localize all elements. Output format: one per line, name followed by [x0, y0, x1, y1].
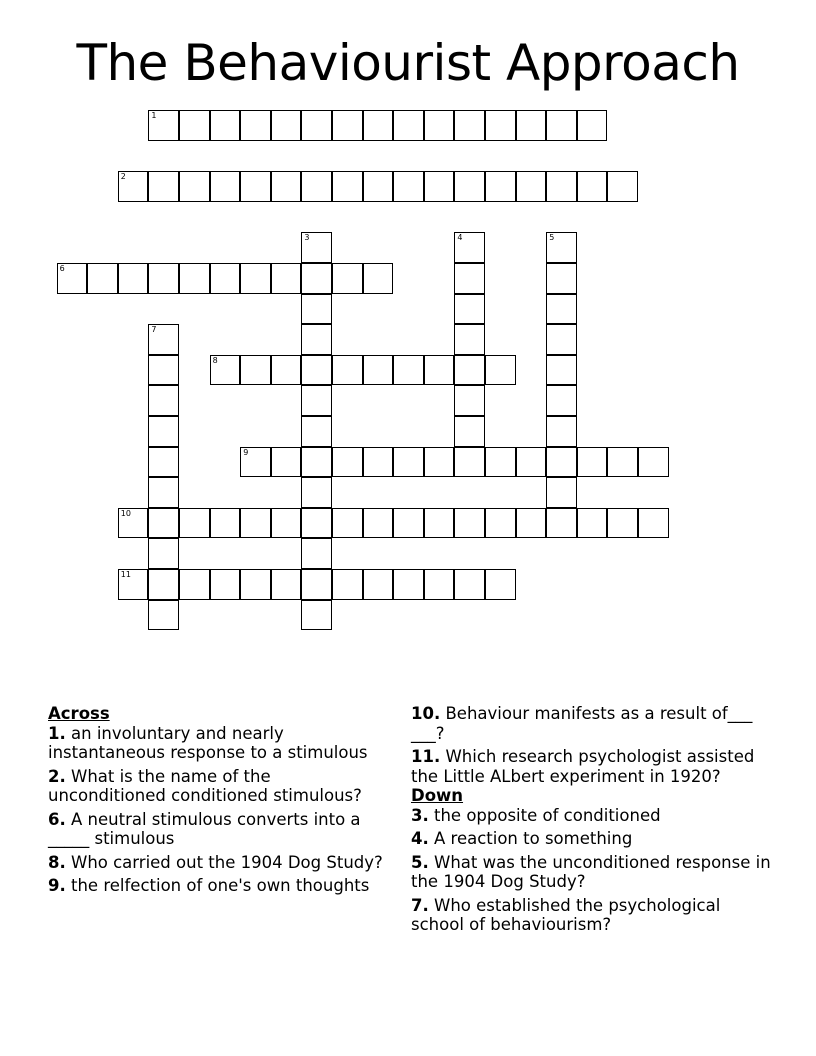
crossword-cell[interactable] [332, 355, 363, 386]
crossword-cell[interactable] [332, 569, 363, 600]
clue-number: 3. [411, 805, 429, 825]
crossword-cell[interactable] [607, 171, 638, 202]
crossword-cell[interactable] [118, 569, 149, 600]
clue-text: Who carried out the 1904 Dog Study? [71, 852, 383, 872]
across-clue-2 [48, 767, 393, 806]
crossword-cell[interactable] [454, 294, 485, 325]
clue-text: the relfection of one's own thoughts [71, 876, 370, 895]
crossword-cell[interactable] [516, 171, 547, 202]
clue-number-label: 2 [120, 172, 126, 182]
crossword-cell[interactable] [301, 294, 332, 325]
crossword-cell[interactable] [454, 324, 485, 355]
clues-right-column [411, 704, 776, 939]
across-clue-11 [411, 747, 776, 786]
crossword-cell[interactable] [148, 508, 179, 539]
clue-number-label: 11 [120, 570, 131, 579]
crossword-cell[interactable] [148, 324, 179, 355]
crossword-cell[interactable] [454, 569, 485, 600]
down-heading: Down [411, 786, 464, 805]
crossword-cell[interactable] [546, 263, 577, 294]
across-clue-9 [48, 876, 393, 896]
crossword-cell[interactable] [148, 355, 179, 386]
crossword-cell[interactable] [393, 447, 424, 478]
crossword-cell[interactable] [210, 569, 241, 600]
crossword-cell[interactable] [271, 263, 302, 294]
crossword-cell[interactable] [424, 171, 455, 202]
across-clue-6 [48, 810, 393, 849]
crossword-cell[interactable] [546, 232, 577, 263]
crossword-cell[interactable] [332, 263, 363, 294]
crossword-cell[interactable] [210, 110, 241, 141]
crossword-cell[interactable] [393, 355, 424, 386]
clue-text: What is the name of the unconditioned conditioned stimulous? [48, 766, 362, 805]
crossword-cell[interactable] [271, 569, 302, 600]
crossword-cell[interactable] [454, 171, 485, 202]
clue-number: 11. [411, 747, 441, 766]
crossword-cell[interactable] [210, 171, 241, 202]
crossword-cell[interactable] [240, 447, 271, 478]
crossword-cell[interactable] [148, 538, 179, 569]
crossword-cell[interactable] [485, 508, 516, 539]
crossword-cell[interactable] [301, 355, 332, 386]
crossword-cell[interactable] [363, 171, 394, 202]
crossword-cell[interactable] [577, 447, 608, 478]
crossword-cell[interactable] [271, 171, 302, 202]
crossword-cell[interactable] [454, 355, 485, 386]
crossword-cell[interactable] [393, 508, 424, 539]
crossword-cell[interactable] [301, 324, 332, 355]
crossword-cell[interactable] [240, 263, 271, 294]
clue-text: A reaction to something [434, 829, 633, 848]
crossword-cell[interactable] [271, 355, 302, 386]
crossword-cell[interactable] [516, 447, 547, 478]
clue-text: Which research psychologist assisted the Little ALbert experiment in 1920? [411, 747, 755, 786]
crossword-cell[interactable] [424, 508, 455, 539]
down-clue-4 [411, 829, 776, 849]
clue-number: 10. [411, 704, 441, 723]
crossword-cell[interactable] [301, 600, 332, 631]
crossword-cell[interactable] [240, 355, 271, 386]
across-clue-10 [411, 704, 776, 743]
crossword-cell[interactable] [179, 263, 210, 294]
clue-number-label: 1 [151, 111, 157, 120]
crossword-cell[interactable] [118, 171, 149, 202]
crossword-cell[interactable] [363, 355, 394, 386]
crossword-cell[interactable] [546, 508, 577, 539]
crossword-cell[interactable] [393, 171, 424, 202]
crossword-cell[interactable] [577, 110, 608, 141]
crossword-cell[interactable] [546, 294, 577, 325]
clue-number-label: 6 [59, 264, 65, 273]
crossword-cell[interactable] [454, 447, 485, 478]
crossword-cell[interactable] [424, 569, 455, 600]
crossword-cell[interactable] [148, 416, 179, 447]
crossword-cell[interactable] [148, 263, 179, 294]
clue-text: Behaviour manifests as a result of___ ___? [411, 704, 753, 743]
crossword-cell[interactable] [607, 447, 638, 478]
clue-number: 7. [411, 895, 429, 915]
across-heading: Across [48, 704, 110, 723]
crossword-cell[interactable] [118, 263, 149, 294]
clue-number-label: 3 [304, 233, 310, 243]
crossword-cell[interactable] [148, 477, 179, 508]
crossword-cell[interactable] [363, 110, 394, 141]
crossword-cell[interactable] [148, 447, 179, 478]
clue-number: 1. [48, 723, 66, 743]
crossword-cell[interactable] [577, 171, 608, 202]
crossword-cell[interactable] [57, 263, 88, 294]
crossword-cell[interactable] [516, 508, 547, 539]
crossword-cell[interactable] [516, 110, 547, 141]
clue-number-label: 4 [457, 233, 463, 243]
crossword-cell[interactable] [546, 171, 577, 202]
clue-number: 6. [48, 809, 66, 829]
clue-text: A neutral stimulous converts into a _____ stimulous [48, 809, 361, 848]
crossword-cell[interactable] [301, 569, 332, 600]
crossword-cell[interactable] [148, 171, 179, 202]
clue-text: an involuntary and nearly instantaneous response to a stimulous [48, 723, 368, 762]
crossword-cell[interactable] [271, 508, 302, 539]
crossword-cell[interactable] [301, 263, 332, 294]
crossword-cell[interactable] [454, 263, 485, 294]
crossword-cell[interactable] [179, 110, 210, 141]
crossword-cell[interactable] [363, 569, 394, 600]
across-clue-8 [48, 853, 393, 873]
page-title: The Behaviourist Approach [76, 34, 740, 92]
crossword-cell[interactable] [454, 508, 485, 539]
crossword-cell[interactable] [179, 171, 210, 202]
crossword-cell[interactable] [363, 508, 394, 539]
crossword-cell[interactable] [546, 355, 577, 386]
clue-number-label: 5 [549, 233, 555, 243]
clue-number: 8. [48, 852, 66, 872]
clue-number: 4. [411, 829, 429, 848]
clue-number: 9. [48, 876, 66, 895]
crossword-cell[interactable] [454, 232, 485, 263]
crossword-cell[interactable] [546, 110, 577, 141]
crossword-cell[interactable] [332, 447, 363, 478]
down-clue-3 [411, 806, 776, 826]
crossword-cell[interactable] [240, 171, 271, 202]
crossword-cell[interactable] [148, 110, 179, 141]
crossword-cell[interactable] [301, 171, 332, 202]
crossword-cell[interactable] [424, 110, 455, 141]
crossword-cell[interactable] [332, 110, 363, 141]
crossword-cell[interactable] [607, 508, 638, 539]
clue-number-label: 10 [120, 508, 131, 518]
crossword-cell[interactable] [240, 110, 271, 141]
crossword-cell[interactable] [118, 508, 149, 539]
crossword-cell[interactable] [485, 355, 516, 386]
crossword-cell[interactable] [301, 232, 332, 263]
crossword-cell[interactable] [301, 385, 332, 416]
crossword-cell[interactable] [454, 385, 485, 416]
crossword-cell[interactable] [301, 508, 332, 539]
crossword-cell[interactable] [148, 600, 179, 631]
crossword-cell[interactable] [271, 110, 302, 141]
crossword-cell[interactable] [546, 477, 577, 508]
crossword-cell[interactable] [240, 569, 271, 600]
crossword-cell[interactable] [485, 110, 516, 141]
clues-left-column [48, 704, 393, 900]
crossword-cell[interactable] [363, 263, 394, 294]
crossword-cell[interactable] [424, 355, 455, 386]
crossword-cell[interactable] [577, 508, 608, 539]
crossword-cell[interactable] [546, 447, 577, 478]
crossword-cell[interactable] [271, 447, 302, 478]
crossword-cell[interactable] [301, 416, 332, 447]
crossword-cell[interactable] [393, 110, 424, 141]
clue-number: 5. [411, 852, 429, 872]
crossword-cell[interactable] [210, 263, 241, 294]
crossword-cell[interactable] [148, 385, 179, 416]
down-clue-5 [411, 853, 776, 892]
clue-number-label: 8 [212, 355, 218, 365]
crossword-cell[interactable] [301, 477, 332, 508]
crossword-cell[interactable] [424, 447, 455, 478]
crossword-cell[interactable] [87, 263, 118, 294]
crossword-cell[interactable] [363, 447, 394, 478]
crossword-cell[interactable] [393, 569, 424, 600]
crossword-cell[interactable] [454, 110, 485, 141]
crossword-cell[interactable] [210, 508, 241, 539]
crossword-cell[interactable] [638, 447, 669, 478]
crossword-cell[interactable] [546, 385, 577, 416]
crossword-cell[interactable] [240, 508, 271, 539]
clue-text: Who established the psychological school of behaviourism? [411, 895, 721, 934]
crossword-cell[interactable] [301, 538, 332, 569]
crossword-cell[interactable] [332, 508, 363, 539]
crossword-cell[interactable] [546, 416, 577, 447]
crossword-cell[interactable] [301, 447, 332, 478]
crossword-cell[interactable] [485, 447, 516, 478]
crossword-cell[interactable] [179, 508, 210, 539]
clue-number-label: 7 [151, 325, 157, 335]
crossword-cell[interactable] [546, 324, 577, 355]
across-clue-1 [48, 724, 393, 763]
down-clue-7 [411, 896, 776, 935]
crossword-cell[interactable] [332, 171, 363, 202]
crossword-cell[interactable] [301, 110, 332, 141]
crossword-cell[interactable] [485, 569, 516, 600]
clue-number-label: 9 [243, 447, 249, 457]
crossword-cell[interactable] [179, 569, 210, 600]
crossword-cell[interactable] [454, 416, 485, 447]
clue-number: 2. [48, 766, 66, 786]
clue-text: the opposite of conditioned [434, 805, 661, 825]
crossword-cell[interactable] [210, 355, 241, 386]
clue-text: What was the unconditioned response in the 1904 Dog Study? [411, 852, 771, 891]
crossword-cell[interactable] [148, 569, 179, 600]
crossword-cell[interactable] [638, 508, 669, 539]
crossword-cell[interactable] [485, 171, 516, 202]
